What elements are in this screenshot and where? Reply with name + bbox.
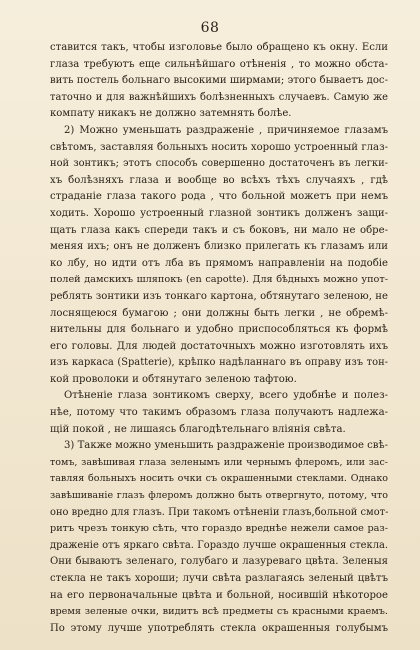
text-line: ходить. Хорошо устроенный глазной зонтикъ долженъ защи-	[50, 207, 388, 219]
text-line: кой проволоки и обтянутаго зеленою тафтою.	[50, 373, 297, 385]
text-line: драженіе отъ яркаго свѣта. Гораздо лучше окрашенныя стекла.	[50, 539, 388, 551]
text-line: полей дамскихъ шляпокъ (en capotte). Для бѣдныхъ можно упот-	[50, 274, 388, 286]
text-line: его головы. Для людей достаточныхъ можно изготовлять ихъ	[50, 340, 388, 352]
page-number: 68	[200, 20, 220, 36]
text-line: хъ болѣзняхъ глаза и вообще во всѣхъ тѣхъ случаяхъ , гдѣ	[50, 174, 388, 186]
text-line: завѣшиваніе глазъ флеромъ должно быть отвергнуто, потому, что	[50, 490, 388, 502]
text-line: По этому лучше употреблять стекла окрашенныя голубымъ	[50, 622, 388, 634]
text-line: вить постель больнаго высокими ширмами; этого бываетъ дос-	[50, 75, 388, 87]
text-line: реблять зонтики изъ тонкаго картона, обтянутаго зеленою, не	[50, 290, 388, 302]
text-line: Отѣненіе глаза зонтикомъ сверху, всего удобнѣе и полез-	[64, 390, 388, 402]
text-line: глаза требуютъ еще сильнѣйшаго отѣненія , то можно обста-	[50, 58, 388, 70]
text-line: ной зонтикъ; этотъ способъ совершенно достаточенъ въ легки-	[50, 158, 388, 170]
text-line: лоснящеюся бумагою ; они должны быть легки , не обремѣ-	[50, 307, 388, 319]
text-line: Они бываютъ зеленаго, голубаго и лазуреваго цвѣта. Зеленыя	[50, 556, 388, 568]
text-line: страданіе глаза такого рода , что больной можетъ при немъ	[50, 191, 388, 203]
text-line: нительны для больнаго и удобно приспособляться къ формѣ	[50, 324, 388, 336]
text-line: щій покой , не лишаясь благодѣтельнаго вліянія свѣта.	[50, 423, 346, 435]
text-line: свѣтомъ, заставляя больныхъ носить хорошо устроенный глаз-	[50, 141, 388, 153]
text-line: на его первоначальные цвѣта и больной, носившій нѣкоторое	[50, 589, 388, 601]
text-line: ритъ чрезъ тонкую сѣть, что гораздо вреднѣе нежели самое раз-	[50, 523, 388, 535]
text-line: ко лбу, но идти отъ лба въ прямомъ направленіи на подобіе	[50, 257, 388, 269]
text-line: стекла не такъ хороши; лучи свѣта разлагаясь зеленый цвѣтъ	[50, 573, 388, 584]
text-line: томъ, завѣшивая глаза зеленымъ или чернымъ флеромъ, или зас-	[50, 456, 388, 468]
text-line: изъ каркаса (Spatterie), крѣпко надѣланнаго въ оправу изъ тон-	[50, 357, 388, 369]
text-line: 2) Можно уменьшать раздраженіе , причиняемое глазамъ	[64, 124, 388, 136]
text-line: нѣе, потому что такимъ образомъ глаза получаютъ надлежа-	[50, 407, 388, 419]
text-line: компату никакъ не должно затемнять болѣе.	[50, 108, 292, 120]
text-line: щать глаза какъ спереди такъ и съ боковъ, ни мало не обре-	[50, 224, 388, 236]
text-line: время зеленые очки, видитъ всѣ предметы съ красными краемъ.	[50, 606, 388, 618]
text-line: таточно и для важнѣйшихъ болѣзненныхъ случаевъ. Самую же	[50, 91, 388, 103]
text-line: тавляя больныхъ носить очки съ окрашенными стеклами. Однако	[50, 473, 388, 485]
text-line: ставится такъ, чтобы изголовье было обращено къ окну. Если	[50, 42, 388, 53]
body-text	[50, 40, 388, 637]
text-line: 3) Также можно уменьшить раздраженіе производимое свѣ-	[64, 440, 388, 452]
text-line: меняя ихъ; онъ не долженъ близко прилегать къ глазамъ или	[50, 241, 388, 253]
text-line: оно вредно для глазъ. При такомъ отѣненіи глазъ,больной смот-	[50, 506, 388, 518]
